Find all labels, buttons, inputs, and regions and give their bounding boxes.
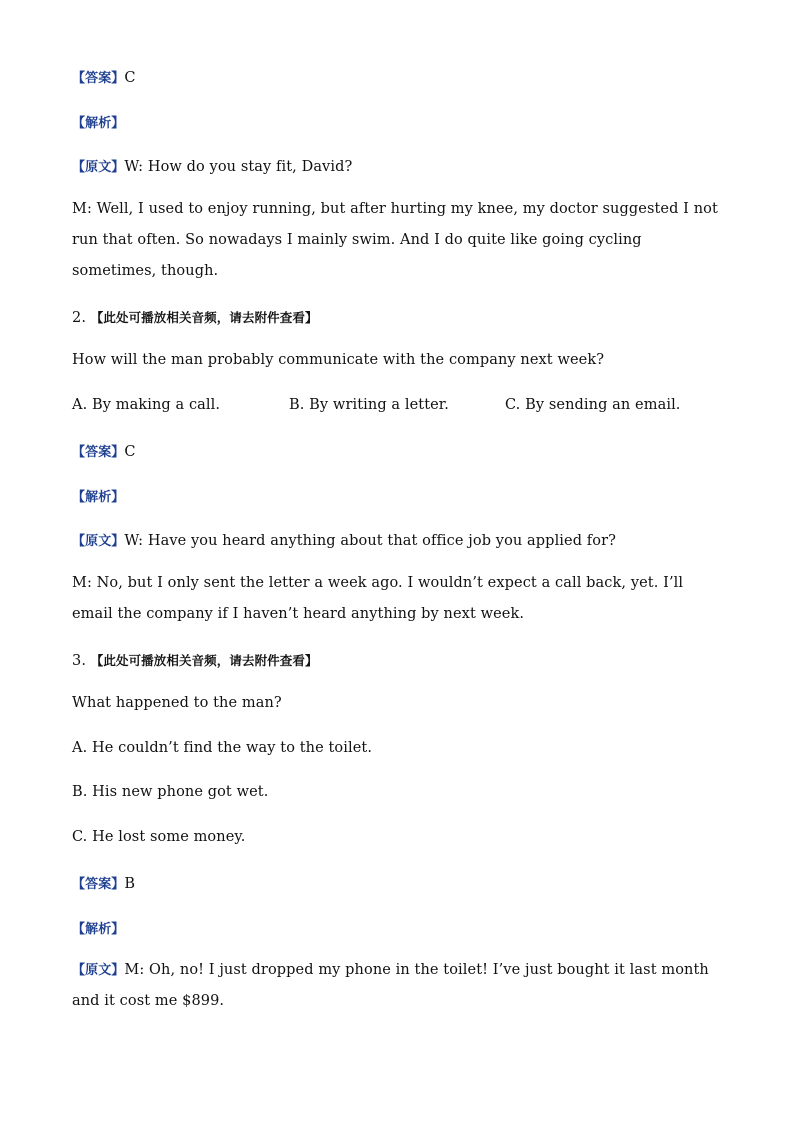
- original-tag: 【原文】: [72, 160, 125, 175]
- answer-tag: 【答案】: [72, 71, 125, 86]
- answer-value: C: [124, 444, 136, 460]
- answer-value: C: [124, 70, 136, 86]
- question-number: 3.: [72, 653, 87, 669]
- q2-analysis: [72, 486, 724, 505]
- audio-note[interactable]: 【此处可播放相关音频，请去附件查看】: [90, 310, 318, 325]
- answer-tag: 【答案】: [72, 877, 125, 892]
- q3-option-c: C. He lost some money.: [72, 829, 246, 845]
- q2-heading: [72, 308, 724, 326]
- q1-analysis: [72, 112, 724, 131]
- original-tag: 【原文】: [72, 534, 125, 549]
- q3-option-a: A. He couldn’t find the way to the toilet.: [72, 740, 373, 756]
- q3-question: What happened to the man?: [72, 695, 282, 711]
- answer-tag: 【答案】: [72, 445, 125, 460]
- original-text: W: Have you heard anything about that office job you applied for?: [124, 533, 617, 549]
- q3-heading: [72, 651, 724, 669]
- q2-option-a: A. By making a call.: [72, 397, 221, 413]
- q3-original-m: [72, 955, 724, 1017]
- q3-option-b: B. His new phone got wet.: [72, 784, 269, 800]
- q2-option-b: B. By writing a letter.: [289, 397, 449, 413]
- q2-answer: [72, 441, 724, 460]
- analysis-tag: 【解析】: [72, 490, 125, 505]
- q2-original-w: [72, 530, 724, 549]
- q1-answer: [72, 67, 724, 86]
- q2-option-c: C. By sending an email.: [505, 397, 681, 413]
- audio-note[interactable]: 【此处可播放相关音频，请去附件查看】: [90, 653, 318, 668]
- answer-value: B: [124, 876, 136, 892]
- original-tag: 【原文】: [72, 963, 125, 978]
- q2-question: How will the man probably communicate with the company next week?: [72, 352, 605, 368]
- q2-original-m: M: No, but I only sent the letter a week ago. I wouldn’t expect a call back, yet. I’ll email the company if I haven’t heard anything by next week.: [72, 575, 684, 622]
- analysis-tag: 【解析】: [72, 116, 125, 131]
- q3-analysis: [72, 918, 724, 937]
- q1-original-m: M: Well, I used to enjoy running, but after hurting my knee, my doctor suggested I not run that often. So nowadays I mainly swim. And I do quite like going cycling sometimes, though.: [72, 201, 718, 279]
- question-number: 2.: [72, 310, 87, 326]
- q3-answer: [72, 873, 724, 892]
- original-text: W: How do you stay fit, David?: [124, 159, 353, 175]
- analysis-tag: 【解析】: [72, 922, 125, 937]
- original-text: M: Oh, no! I just dropped my phone in the toilet! I’ve just bought it last month and it cost me $899.: [72, 962, 709, 1009]
- q1-original-w: [72, 156, 724, 175]
